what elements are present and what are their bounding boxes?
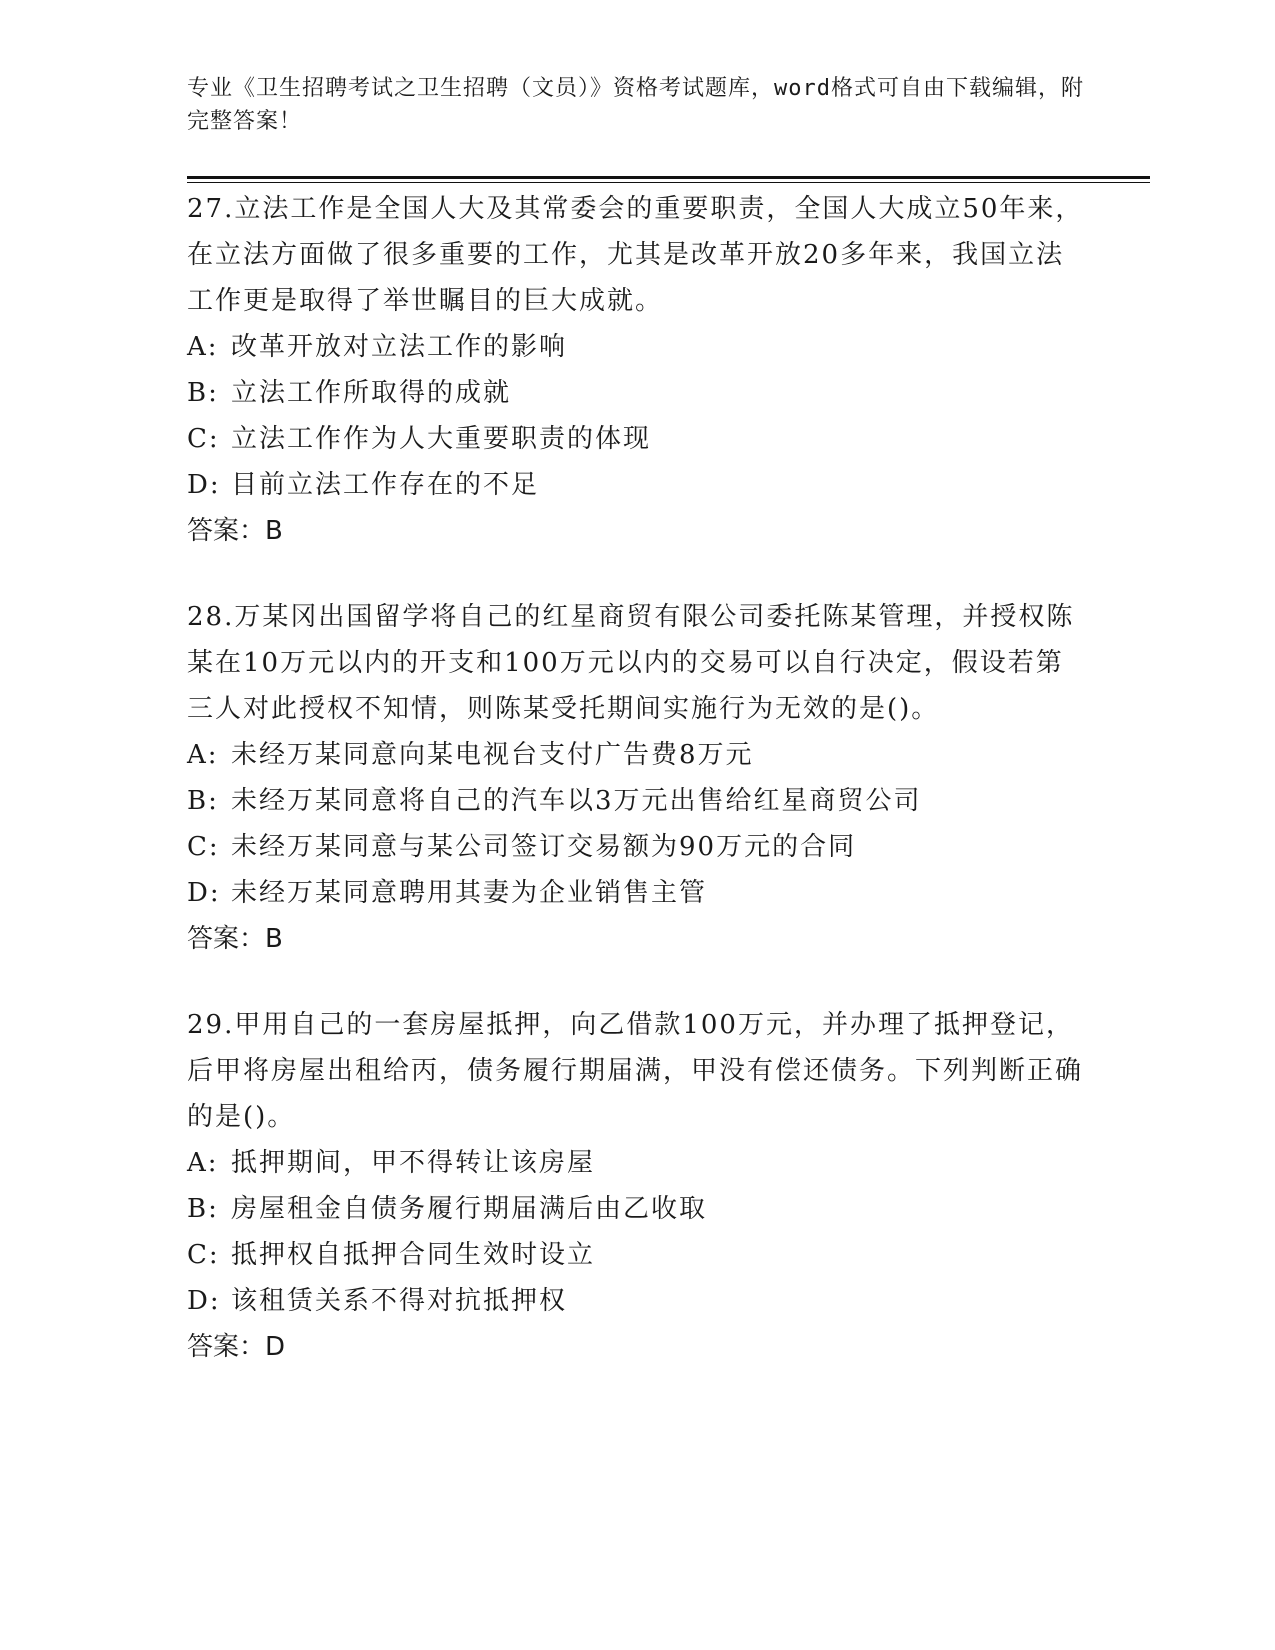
option-key: B: xyxy=(187,1194,219,1224)
option-key: D: xyxy=(187,878,221,908)
option-text: 该租赁关系不得对抗抵押权 xyxy=(231,1286,568,1316)
option-key: A: xyxy=(187,1148,219,1178)
header-text: 专业《卫生招聘考试之卫生招聘（文员）》资格考试题库，word格式可自由下载编辑，附完整答案！ xyxy=(187,76,1084,134)
answer-label: 答案：B xyxy=(187,924,283,954)
option-d xyxy=(187,870,1087,916)
option-text: 未经万某同意聘用其妻为企业销售主管 xyxy=(231,878,708,908)
answer-label: 答案：B xyxy=(187,516,283,546)
question-27 xyxy=(187,186,1087,554)
option-text: 立法工作所取得的成就 xyxy=(231,378,512,408)
option-text: 目前立法工作存在的不足 xyxy=(231,470,540,500)
question-stem: 27.立法工作是全国人大及其常委会的重要职责，全国人大成立50年来，在立法方面做了很多重要的工作，尤其是改革开放20多年来，我国立法工作更是取得了举世瞩目的巨大成就。 xyxy=(187,194,1084,316)
option-key: D: xyxy=(187,1286,221,1316)
option-c xyxy=(187,824,1087,870)
option-text: 未经万某同意向某电视台支付广告费8万元 xyxy=(231,740,754,770)
option-a xyxy=(187,1140,1087,1186)
option-d xyxy=(187,462,1087,508)
option-a xyxy=(187,324,1087,370)
option-key: A: xyxy=(187,740,219,770)
option-c xyxy=(187,1232,1087,1278)
question-28 xyxy=(187,594,1087,962)
header-divider-thick xyxy=(187,176,1150,179)
option-text: 未经万某同意将自己的汽车以3万元出售给红星商贸公司 xyxy=(231,786,922,816)
option-text: 改革开放对立法工作的影响 xyxy=(231,332,568,362)
option-key: B: xyxy=(187,786,219,816)
header-divider-thin xyxy=(187,182,1150,183)
question-29 xyxy=(187,1002,1087,1370)
option-b xyxy=(187,370,1087,416)
option-key: D: xyxy=(187,470,221,500)
option-text: 抵押期间，甲不得转让该房屋 xyxy=(231,1148,596,1178)
question-stem: 29.甲用自己的一套房屋抵押，向乙借款100万元，并办理了抵押登记，后甲将房屋出租给丙，债务履行期届满，甲没有偿还债务。下列判断正确的是()。 xyxy=(187,1010,1084,1132)
option-text: 未经万某同意与某公司签订交易额为90万元的合同 xyxy=(231,832,857,862)
question-stem: 28.万某冈出国留学将自己的红星商贸有限公司委托陈某管理，并授权陈某在10万元以内的开支和100万元以内的交易可以自行决定，假设若第三人对此授权不知情，则陈某受托期间实施行为无效的是()。 xyxy=(187,602,1075,724)
option-d xyxy=(187,1278,1087,1324)
option-b xyxy=(187,1186,1087,1232)
option-key: C: xyxy=(187,1240,220,1270)
option-b xyxy=(187,778,1087,824)
answer-label: 答案：D xyxy=(187,1332,286,1362)
option-key: A: xyxy=(187,332,219,362)
option-key: B: xyxy=(187,378,219,408)
option-a xyxy=(187,732,1087,778)
option-text: 抵押权自抵押合同生效时设立 xyxy=(231,1240,596,1270)
document-header xyxy=(187,72,1087,138)
option-key: C: xyxy=(187,832,220,862)
option-key: C: xyxy=(187,424,220,454)
option-c xyxy=(187,416,1087,462)
option-text: 立法工作作为人大重要职责的体现 xyxy=(231,424,652,454)
option-text: 房屋租金自债务履行期届满后由乙收取 xyxy=(231,1194,708,1224)
